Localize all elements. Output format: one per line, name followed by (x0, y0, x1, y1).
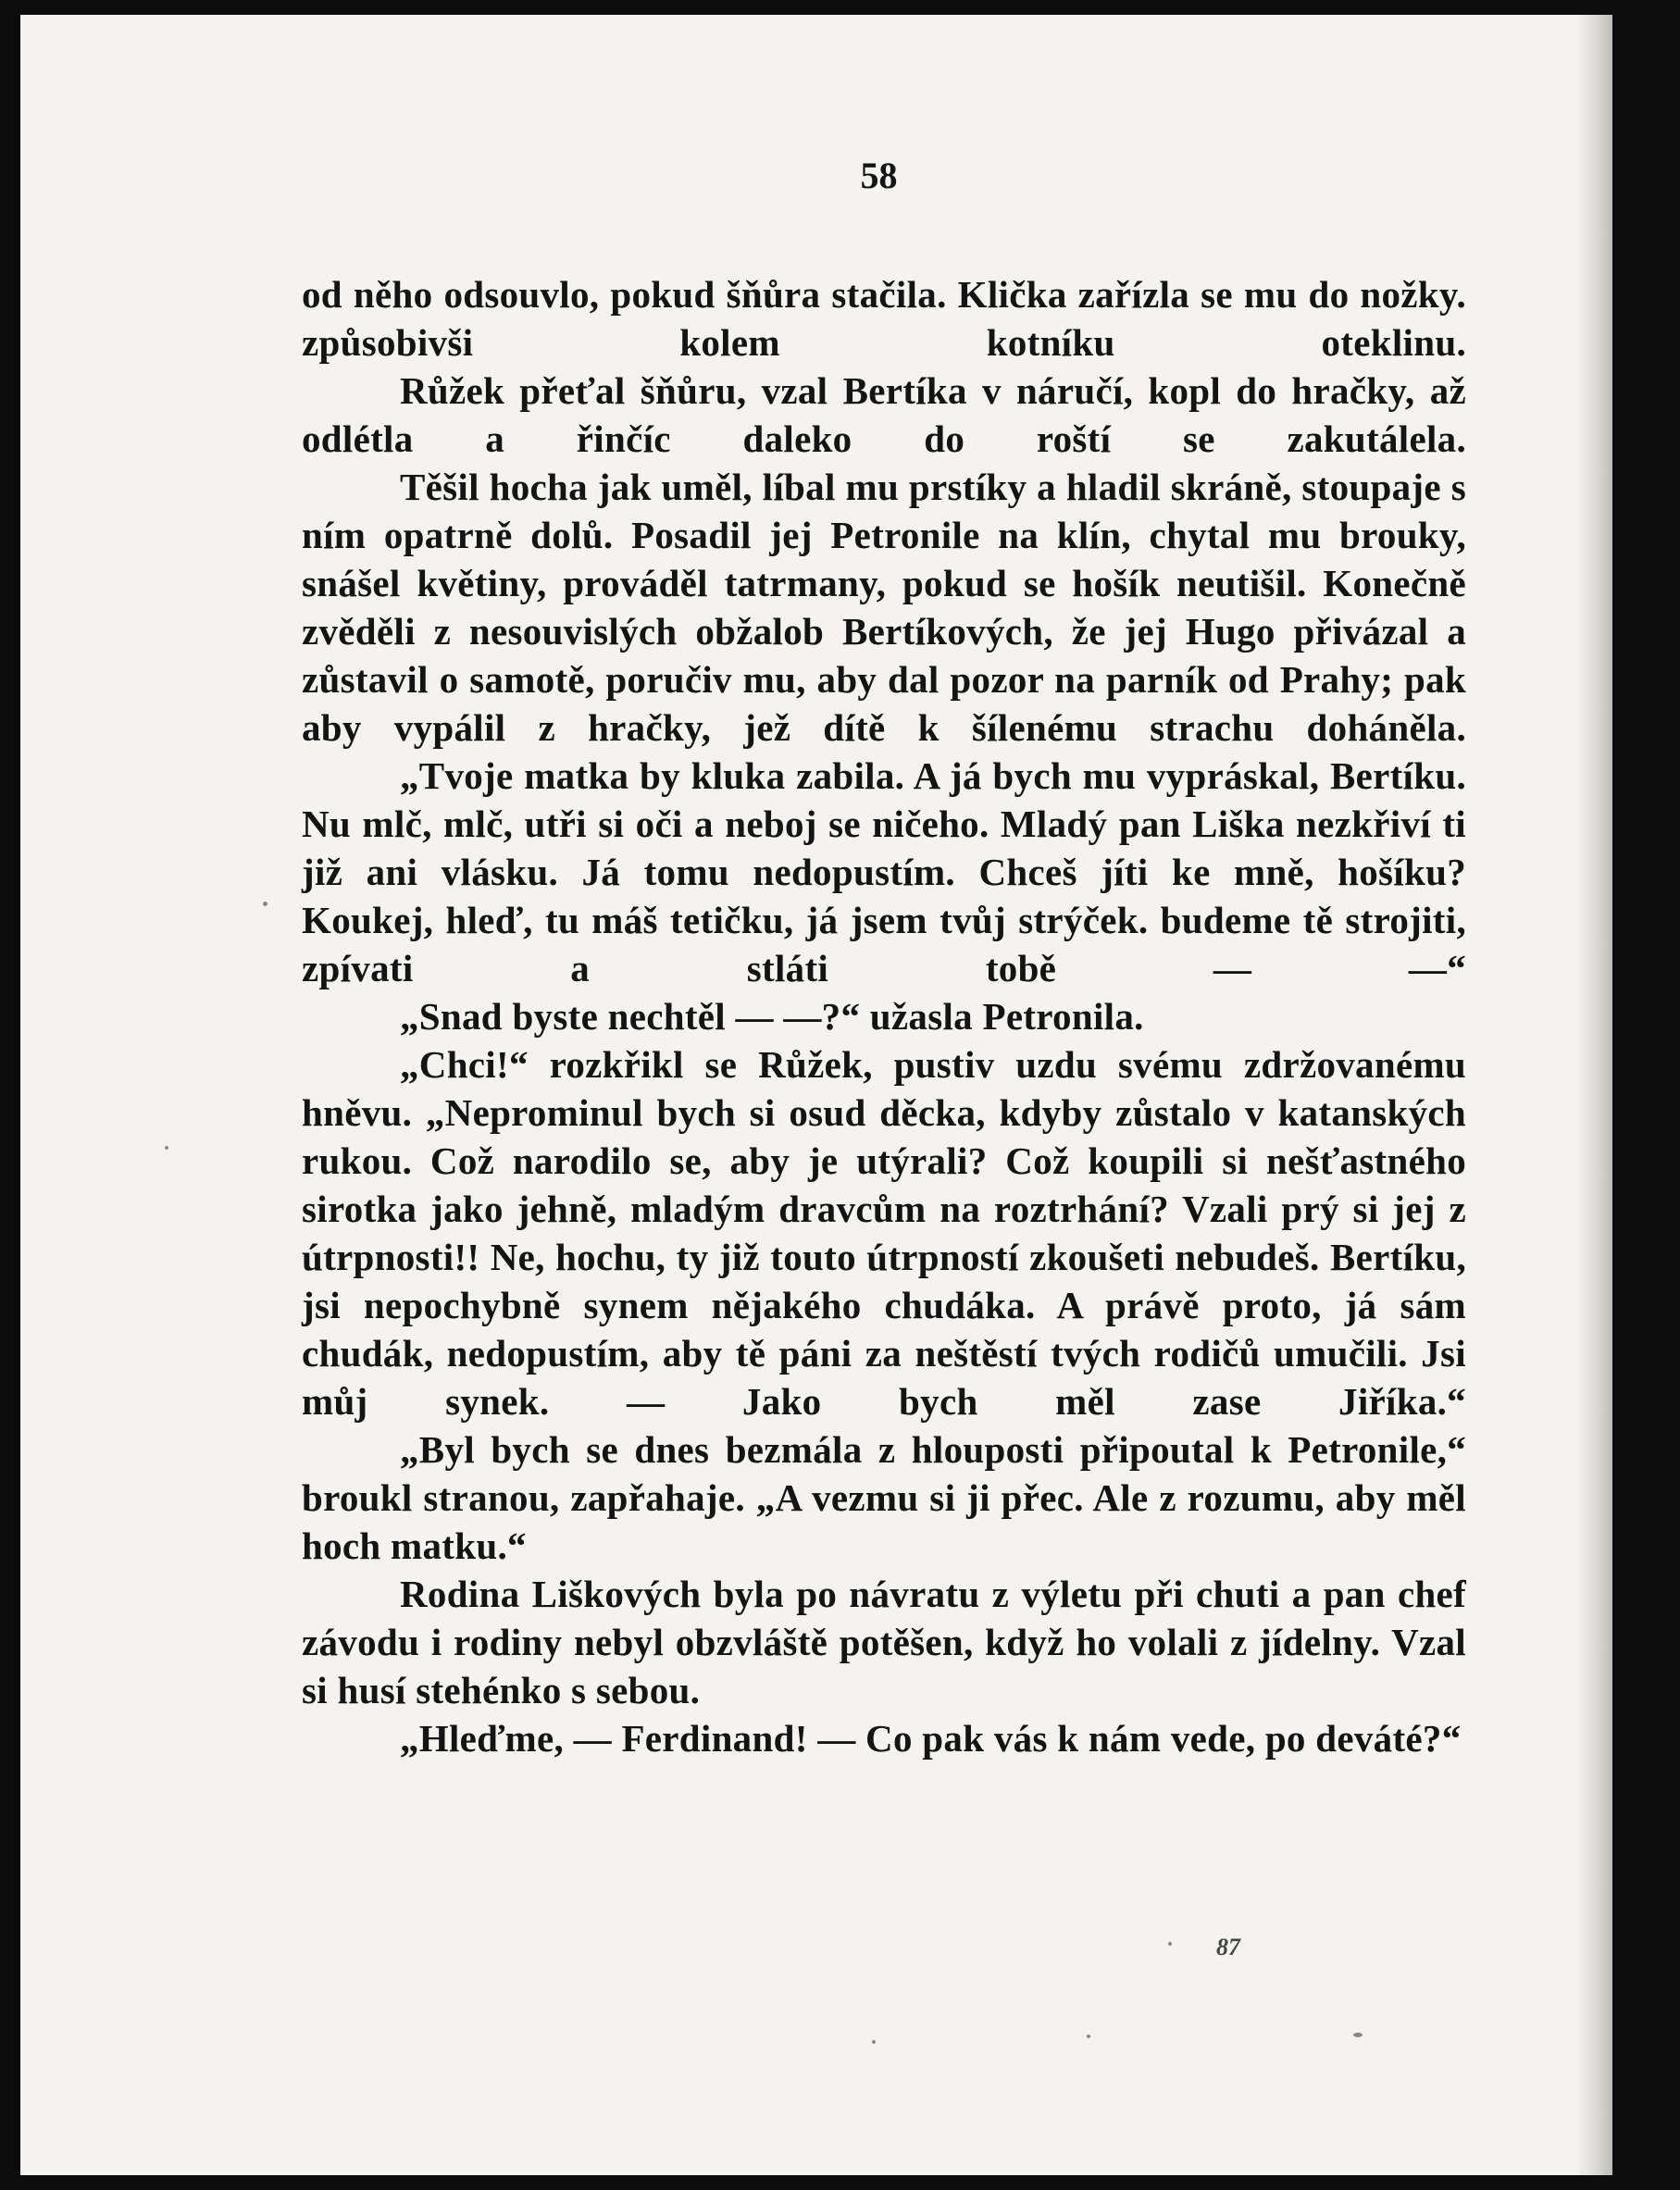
page-body-text (302, 270, 1466, 1762)
page-binding-edge (1579, 15, 1612, 2175)
print-speck (1353, 2033, 1363, 2037)
paragraph: Rodina Liškových byla po návratu z výletu při chuti a pan chef závodu i rodiny nebyl obzvláště potěšen, když ho volali z jídelny. Vzal si husí stehénko s sebou. (302, 1573, 1466, 1711)
print-speck (872, 2040, 876, 2044)
book-page (20, 15, 1612, 2175)
print-speck (263, 902, 268, 906)
paragraph: Růžek přeťal šňůru, vzal Bertíka v náručí, kopl do hračky, až odlétla a řinčíc daleko do roští se zakutálela. (302, 369, 1466, 460)
print-speck (1087, 2034, 1090, 2038)
paragraph: „Tvoje matka by kluka zabila. A já bych mu vypráskal, Bertíku. Nu mlč, mlč, utři si oči a neboj se ničeho. Mladý pan Liška nezkřiví ti již ani vlásku. Já tomu nedopustím. Chceš jíti ke mně, hošíku? Koukej, hleď, tu máš tetičku, já jsem tvůj strýček. budeme tě strojiti, zpívati a stláti tobě — —“ (302, 754, 1466, 989)
signature-mark: 87 (1216, 1934, 1240, 1960)
paragraph: „Hleďme, — Ferdinand! — Co pak vás k nám vede, po deváté?“ (400, 1717, 1462, 1760)
page-number: 58 (860, 155, 898, 196)
paragraph: „Snad byste nechtěl — —?“ užasla Petronila. (400, 995, 1144, 1038)
paragraph: Těšil hocha jak uměl, líbal mu prstíky a hladil skráně, stoupaje s ním opatrně dolů. Posadil jej Petronile na klín, chytal mu brouky, snášel květiny, prováděl tatrmany, pokud se hošík neutišil. Konečně zvěděli z nesouvislých obžalob Bertíkových, že jej Hugo přivázal a zůstavil o samotě, poručiv mu, aby dal pozor na parník od Prahy; pak aby vypálil z hračky, jež dítě k šílenému strachu doháněla. (302, 466, 1466, 749)
paragraph: „Byl bych se dnes bezmála z hlouposti připoutal k Petronile,“ broukl stranou, zapřahaje. „A vezmu si ji přec. Ale z rozumu, aby měl hoch matku.“ (302, 1428, 1466, 1567)
print-speck (165, 1146, 168, 1150)
paragraph: od něho odsouvlo, pokud šňůra stačila. Klička zařízla se mu do nožky. způsobivši kolem kotníku oteklinu. (302, 273, 1466, 364)
paragraph: „Chci!“ rozkřikl se Růžek, pustiv uzdu svému zdržovanému hněvu. „Neprominul bych si osud děcka, kdyby zůstalo v katanských rukou. Což narodilo se, aby je utýrali? Což koupili si nešťastného sirotka jako jehně, mladým dravcům na roztrhání? Vzali prý si jej z útrpnosti!! Ne, hochu, ty již touto útrpností zkoušeti nebudeš. Bertíku, jsi nepochybně synem nějakého chudáka. A právě proto, já sám chudák, nedopustím, aby tě páni za neštěstí tvých rodičů umučili. Jsi můj synek. — Jako bych měl zase Jiříka.“ (302, 1043, 1466, 1423)
print-speck (1168, 1942, 1172, 1946)
